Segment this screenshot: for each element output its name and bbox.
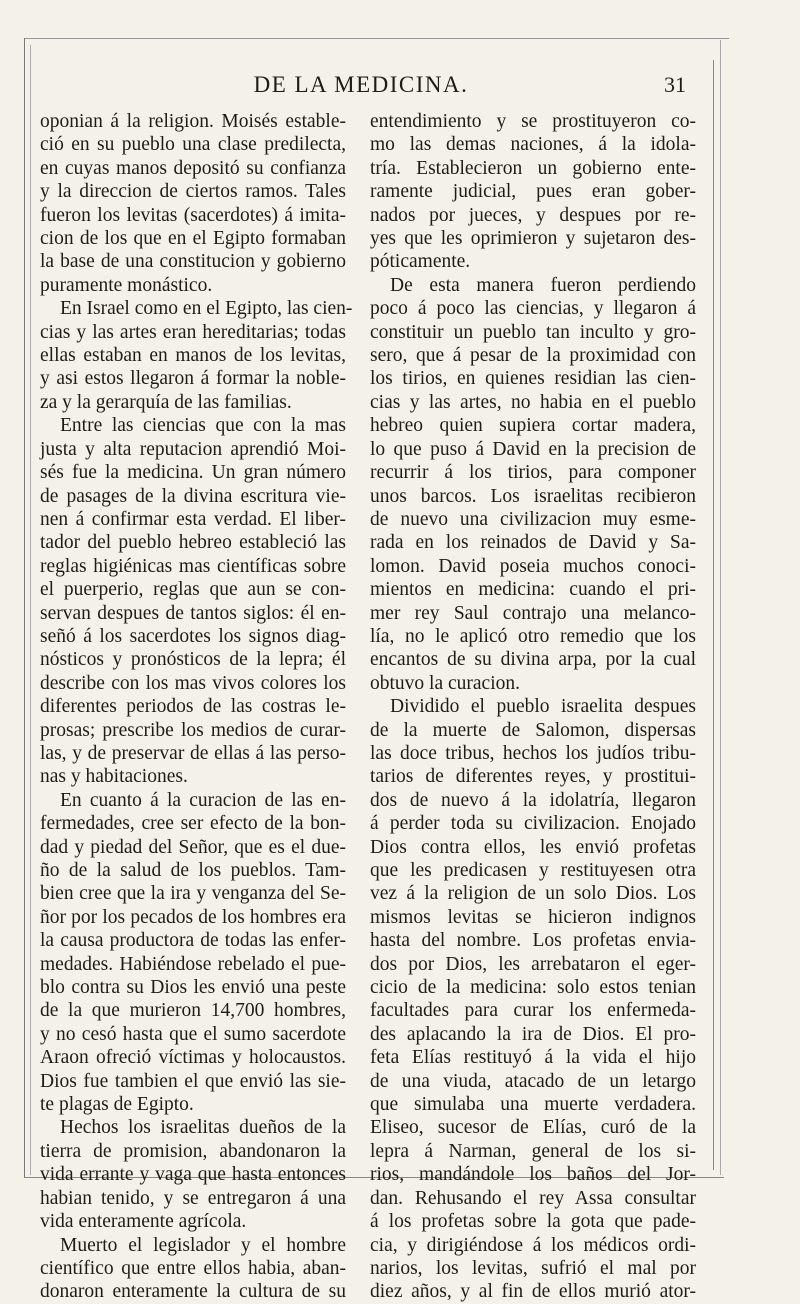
page-frame-right-outer	[720, 40, 721, 1175]
text-line: obtuvo la curacion.	[370, 672, 520, 694]
text-line: yes que les oprimieron y sujetaron des-	[370, 228, 696, 250]
text-line: Muerto el legislador y el hombre	[60, 1234, 346, 1256]
text-line: sero, que á pesar de la proximidad con	[370, 345, 696, 367]
text-line: cias y las artes eran hereditarias; todas	[40, 321, 346, 343]
text-line: za y la gerarquía de las familias.	[40, 391, 292, 413]
text-line: oponian á la religion. Moisés estable-	[40, 111, 346, 132]
text-line: dos por Dios, les arrebataron el eger-	[370, 953, 696, 975]
text-line: dad y piedad del Señor, que es el due-	[40, 836, 346, 858]
text-line: hasta del nombre. Los profetas envia-	[370, 930, 696, 952]
text-line: en cuyas manos depositó su confianza	[40, 157, 346, 179]
text-line: tría. Establecieron un gobierno ente-	[370, 157, 696, 179]
text-line: tierra de promision, abandonaron la	[40, 1140, 346, 1162]
text-line: des aplacando la ira de Dios. El pro-	[370, 1023, 696, 1045]
text-line: los tirios, en quienes residian las cien-	[370, 368, 696, 390]
text-line: tarios de diferentes reyes, y prostitui-	[370, 766, 696, 788]
text-line: lía, no le aplicó otro remedio que los	[370, 625, 696, 647]
text-line: que simulaba una muerte verdadera.	[370, 1094, 696, 1116]
text-line: Eliseo, sucesor de Elías, curó de la	[370, 1117, 696, 1139]
text-line: de la muerte de Salomon, dispersas	[370, 719, 696, 741]
text-line: nas y habitaciones.	[40, 766, 188, 788]
text-line: puramente monástico.	[40, 274, 213, 296]
text-line: vez á la religion de un solo Dios. Los	[370, 883, 696, 905]
text-line: cicio de la medicina: solo estos tenian	[370, 977, 696, 999]
text-line: fueron los levitas (sacerdotes) á imita-	[40, 204, 346, 226]
text-line: feta Elías restituyó á la vida el hijo	[370, 1047, 696, 1069]
text-line: tador del pueblo hebreo estableció las	[40, 532, 346, 554]
text-line: de pasages de la divina escritura vie-	[40, 485, 346, 507]
text-line: medades. Habiéndose rebelado el pue-	[40, 953, 346, 975]
text-line: las doce tribus, hechos los judíos tribu-	[370, 742, 696, 764]
text-line: ñor por los pecados de los hombres era	[40, 906, 346, 928]
text-line: sés fue la medicina. Un gran número	[40, 462, 346, 484]
text-line: De esta manera fueron perdiendo	[390, 274, 696, 296]
text-line: En cuanto á la curacion de las en-	[60, 789, 346, 811]
text-line: bien cree que la ira y venganza del Se-	[40, 883, 346, 905]
text-line: mientos en medicina: cuando el pri-	[370, 579, 696, 601]
text-line: entendimiento y se prostituyeron co-	[370, 111, 696, 132]
text-line: rios, mandándole los baños del Jor-	[370, 1164, 696, 1186]
text-line: cias y las artes, no habia en el pueblo	[370, 391, 696, 413]
text-line: á perder toda su civilizacion. Enojado	[370, 813, 696, 835]
text-line: habian tenido, y se entregaron á una	[40, 1187, 346, 1209]
text-line: ño de la salud de los pueblos. Tam-	[40, 860, 346, 881]
text-line: fermedades, cree ser efecto de la bon-	[40, 813, 346, 835]
text-line: nósticos y pronósticos de la lepra; él	[40, 649, 346, 671]
text-line: Araon ofreció víctimas y holocaustos.	[40, 1047, 346, 1069]
text-line: las, y de preservar de ellas á las perso-	[40, 742, 346, 764]
text-line: de una viuda, atacado de un letargo	[370, 1070, 696, 1092]
text-line: donaron enteramente la cultura de su	[40, 1281, 346, 1303]
running-title: DE LA MEDICINA.	[253, 72, 469, 97]
text-line: vida errante y vaga que hasta entonces	[40, 1164, 346, 1186]
text-line: prosas; prescribe los medios de curar-	[40, 719, 346, 741]
text-line: lepra á Narman, general de los si-	[370, 1140, 696, 1162]
text-line: diez años, y al fin de ellos murió ator-	[370, 1281, 696, 1303]
text-line: Entre las ciencias que con la mas	[60, 415, 346, 437]
text-line: póticamente.	[370, 251, 471, 273]
text-line: narios, los levitas, sufrió el mal por	[370, 1257, 696, 1279]
text-line: mismos levitas se hicieron indignos	[370, 906, 696, 928]
text-line: mer rey Saul contrajo una melanco-	[370, 602, 696, 624]
text-line: el puerperio, reglas que aun se con-	[40, 579, 346, 601]
text-line: cia, y dirigiéndose á los médicos ordi-	[370, 1234, 696, 1256]
page-frame-left-inner	[30, 45, 31, 1175]
text-line: reglas higiénicas mas científicas sobre	[40, 555, 346, 577]
text-line: ció en su pueblo una clase predilecta,	[40, 134, 346, 156]
text-line: y la direccion de ciertos ramos. Tales	[40, 181, 346, 203]
text-line: lo que puso á David en la precision de	[370, 438, 696, 460]
page-header	[36, 66, 686, 106]
page-number: 31	[664, 72, 686, 97]
text-line: nados por jueces, y despues por re-	[370, 204, 696, 226]
text-line: poco á poco las ciencias, y llegaron á	[370, 298, 696, 320]
text-line: hebreo quien supiera cortar madera,	[370, 415, 696, 437]
text-line: recurrir á los tirios, para componer	[370, 462, 696, 484]
text-line: diferentes periodos de las costras le-	[40, 696, 346, 718]
text-line: ramente judicial, pues eran gober-	[370, 181, 696, 203]
text-line: Dios fue tambien el que envió las sie-	[40, 1070, 346, 1092]
text-line: dos de nuevo á la idolatría, llegaron	[370, 789, 696, 811]
text-line: te plagas de Egipto.	[40, 1094, 194, 1116]
text-line: la base de una constitucion y gobierno	[40, 251, 346, 273]
page-frame-left	[24, 38, 25, 1178]
text-line: mo las demas naciones, á la idola-	[370, 134, 696, 156]
text-line: nen á confirmar esta verdad. El liber-	[40, 508, 346, 530]
text-line: blo contra su Dios les envió una peste	[40, 977, 346, 999]
text-line: justa y alta reputacion aprendió Moi-	[40, 438, 346, 460]
text-column-right	[370, 110, 696, 1304]
page-frame-top	[24, 38, 729, 39]
text-line: Dios contra ellos, les envió profetas	[370, 836, 696, 858]
text-line: y no cesó hasta que el sumo sacerdote	[40, 1023, 346, 1045]
text-line: Hechos los israelitas dueños de la	[60, 1117, 346, 1139]
text-line: servan despues de tantos siglos: él en-	[40, 602, 346, 624]
text-line: ellas estaban en manos de los levitas,	[40, 345, 346, 367]
text-line: rada en los reinados de David y Sa-	[370, 532, 696, 554]
text-line: y asi estos llegaron á formar la noble-	[40, 368, 346, 390]
text-line: cion de los que en el Egipto formaban	[40, 228, 346, 250]
text-line: á los profetas sobre la gota que pade-	[370, 1211, 696, 1233]
text-line: constituir un pueblo tan inculto y gro-	[370, 321, 696, 343]
text-line: señó á los sacerdotes los signos diag-	[40, 625, 346, 647]
text-line: de la que murieron 14,700 hombres,	[40, 1000, 346, 1022]
text-line: Dividido el pueblo israelita despues	[390, 696, 696, 718]
page-frame-right	[713, 60, 714, 1170]
text-line: que les predicasen y restituyesen otra	[370, 860, 696, 881]
text-line: lomon. David poseia muchos conoci-	[370, 555, 696, 577]
text-line: la causa productora de todas las enfer-	[40, 930, 346, 952]
text-line: describe con los mas vivos colores los	[40, 672, 346, 694]
text-line: vida enteramente agrícola.	[40, 1211, 247, 1233]
text-column-left	[40, 110, 353, 1304]
text-line: facultades para curar los enfermeda-	[370, 1000, 696, 1022]
text-line: encantos de su divina arpa, por la cual	[370, 649, 696, 671]
text-line: de nuevo una civilizacion muy esme-	[370, 508, 696, 530]
text-line: científico que entre ellos habia, aban-	[40, 1257, 346, 1279]
text-line: unos barcos. Los israelitas recibieron	[370, 485, 696, 507]
text-line: En Israel como en el Egipto, las cien-	[60, 298, 353, 320]
text-line: dan. Rehusando el rey Assa consultar	[370, 1187, 696, 1209]
